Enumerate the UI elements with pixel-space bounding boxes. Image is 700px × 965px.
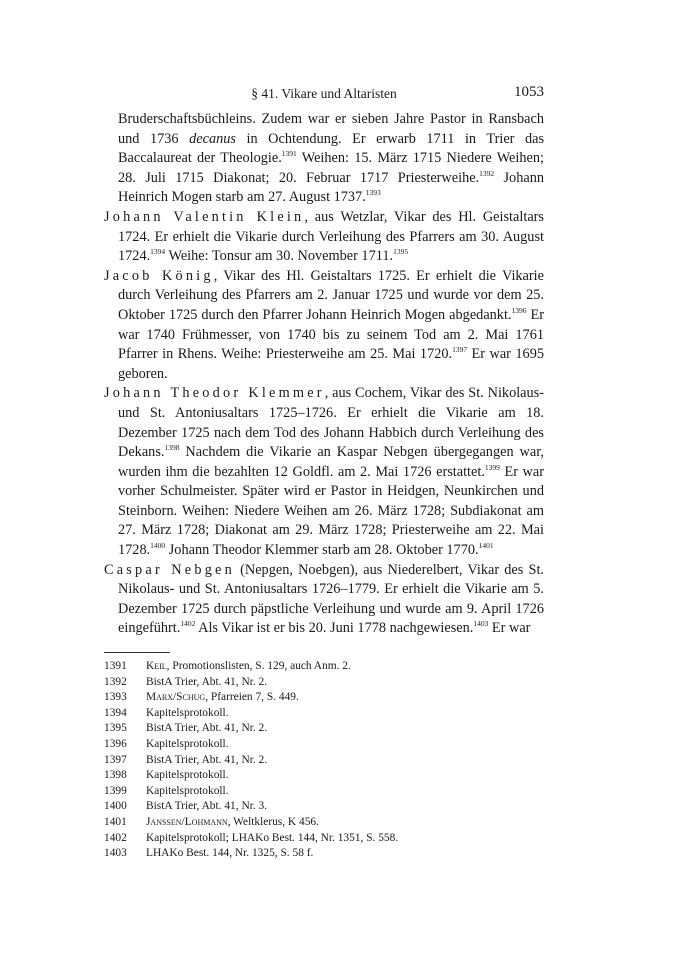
- text-run: Johann Heinrich Mogen starb am 27. August 1737.: [118, 169, 544, 206]
- footnote-number: 1399: [104, 784, 127, 797]
- footnote-ref: 1393: [365, 188, 381, 198]
- footnote-number: 1402: [104, 831, 127, 844]
- footnote-text: [146, 831, 398, 847]
- footnote-text: [146, 784, 229, 800]
- text-run: Er war 1695 geboren.: [118, 346, 544, 382]
- author-smallcaps: Marx/Schug: [146, 691, 206, 704]
- citation-text: , Weltklerus, K 456.: [227, 815, 319, 828]
- footnote-number: 1396: [104, 738, 127, 750]
- text-run: Er war: [488, 620, 531, 637]
- footnote-text: [146, 815, 319, 831]
- text-run: Als Vikar ist er bis 20. Juni 1778 nachgewiesen.: [195, 620, 474, 637]
- book-page: [104, 84, 544, 862]
- footnote-number: 1392: [104, 675, 127, 688]
- footnote-ref: 1392: [479, 168, 495, 178]
- entry-nebgen: [104, 561, 544, 639]
- footnote: [104, 706, 544, 722]
- footnote-ref: 1395: [393, 247, 409, 257]
- footnote-text: [146, 768, 229, 784]
- author-smallcaps: Janssen/Lohmann: [146, 815, 228, 828]
- footnote-number: 1400: [104, 800, 127, 813]
- footnote: [104, 675, 544, 691]
- text-run: , Vikar des Hl. Geistaltars 1725. Er erhielt die Vikarie durch Verleihung des Pfarrers am 2. Januar 1725 und wurde vor dem 25. Oktober 1725 durch den Pfarrer Johann Heinrich Mogen abgedankt.: [118, 267, 544, 323]
- text-run: Er war 1740 Frühmesser, von 1740 bis zu seinem Tod am 2. Mai 1761 Pfarrer in Rhens. Weihe: Priesterweihe am 25. Mai 1720.: [118, 306, 544, 363]
- footnote: [104, 831, 544, 847]
- citation-text: Kapitelsprotokoll.: [146, 769, 229, 782]
- footnote: [104, 659, 544, 675]
- person-name: Jacob König: [104, 267, 214, 284]
- footnote-text: [146, 706, 229, 722]
- citation-text: BistA Trier, Abt. 41, Nr. 3.: [146, 800, 268, 813]
- footnote-text: [146, 690, 299, 706]
- footnote-number: 1395: [104, 722, 127, 735]
- footnote-ref: 1394: [150, 247, 166, 257]
- text-run: , aus Cochem, Vikar des St. Nikolaus- und St. Antoniusaltars 1725–1726. Er erhielt die Vikarie am 18. Dezember 1725 nach dem Tod des Johann Habbich durch Verleihung des Dekans.: [118, 385, 545, 461]
- italic-term: decanus: [189, 130, 236, 147]
- footnote: [104, 799, 544, 815]
- footnote-text: [146, 675, 267, 691]
- footnote-text: [146, 799, 267, 815]
- footnote-number: 1403: [104, 847, 127, 860]
- citation-text: Kapitelsprotokoll.: [146, 706, 229, 719]
- footnote-ref: 1400: [150, 541, 166, 551]
- footnote-ref: 1396: [511, 305, 527, 315]
- footnote-ref: 1391: [281, 149, 297, 159]
- continued-paragraph: [104, 110, 544, 208]
- citation-text: BistA Trier, Abt. 41, Nr. 2.: [146, 753, 268, 766]
- person-name: Caspar Nebgen: [104, 561, 235, 578]
- footnote-number: 1391: [104, 660, 127, 673]
- footnote: [104, 768, 544, 784]
- text-run: Er war vorher Schulmeister. Später wird er Pastor in Heidgen, Neunkirchen und Steinborn. Weihen: Niedere Weihen am 26. März 1728; Subdiakonat am 27. März 1728; Diakonat am 29. März 1728; Priesterweihe am 22. Mai 1728.: [118, 463, 544, 559]
- footnote: [104, 784, 544, 800]
- footnote-number: 1394: [104, 706, 127, 719]
- author-smallcaps: Keil: [146, 660, 167, 673]
- footnote-ref: 1401: [478, 541, 494, 551]
- citation-text: BistA Trier, Abt. 41, Nr. 2.: [146, 675, 268, 688]
- footnote-text: [146, 659, 351, 675]
- text-run: Weihe: Tonsur am 30. November 1711.: [165, 248, 394, 265]
- footnote-number: 1401: [104, 815, 127, 828]
- footnotes: [104, 659, 544, 862]
- footnote: [104, 737, 544, 753]
- footnote-text: [146, 846, 313, 862]
- main-text: [104, 110, 544, 639]
- citation-text: Kapitelsprotokoll; LHAKo Best. 144, Nr. 1351, S. 558.: [146, 831, 399, 844]
- person-name: Johann Valentin Klein: [104, 208, 305, 225]
- footnote-number: 1397: [104, 753, 127, 766]
- page-number: 1053: [514, 84, 544, 100]
- footnote-ref: 1399: [484, 462, 500, 472]
- footnote-text: [146, 737, 229, 753]
- entry-koenig: [104, 267, 544, 385]
- footnote: [104, 753, 544, 769]
- text-run: in Ochtendung. Er erwarb 1711 in Trier das Baccalaureat der Theologie.: [118, 130, 545, 167]
- citation-text: Kapitelsprotokoll.: [146, 784, 229, 797]
- footnote-ref: 1402: [180, 619, 196, 629]
- footnote-ref: 1397: [452, 345, 468, 355]
- footnote-number: 1393: [104, 691, 127, 704]
- text-run: Nachdem die Vikarie an Kaspar Nebgen übergegangen war, wurden ihm die bezahlten 12 Goldfl. am 2. Mai 1726 erstattet.: [118, 444, 544, 480]
- footnote-ref: 1398: [164, 443, 180, 453]
- footnote: [104, 846, 544, 862]
- footnote-ref: 1403: [473, 619, 489, 629]
- footnote-number: 1398: [104, 769, 127, 782]
- citation-text: , Promotionslisten, S. 129, auch Anm. 2.: [166, 660, 351, 673]
- citation-text: , Pfarreien 7, S. 449.: [205, 691, 299, 704]
- text-run: Weihen: 15. März 1715 Niedere Weihen; 28. Juli 1715 Diakonat; 20. Februar 1717 Priesterweihe.: [118, 150, 544, 186]
- text-run: , aus Wetzlar, Vikar des Hl. Geistaltars 1724. Er erhielt die Vikarie durch Verleihung des Pfarrers am 30. August 1724.: [118, 208, 544, 265]
- citation-text: BistA Trier, Abt. 41, Nr. 2.: [146, 722, 268, 735]
- person-name: Johann Theodor Klemmer: [104, 385, 325, 402]
- footnote: [104, 721, 544, 737]
- running-head: [104, 84, 544, 108]
- citation-text: LHAKo Best. 144, Nr. 1325, S. 58 f.: [146, 847, 314, 860]
- running-title: § 41. Vikare und Altaristen: [251, 86, 397, 101]
- footnote-text: [146, 753, 267, 769]
- entry-klein: [104, 208, 544, 267]
- footnote-text: [146, 721, 267, 737]
- footnote: [104, 690, 544, 706]
- citation-text: Kapitelsprotokoll.: [146, 738, 229, 750]
- footnote: [104, 815, 544, 831]
- entry-klemmer: [104, 384, 544, 560]
- text-run: Johann Theodor Klemmer starb am 28. Oktober 1770.: [165, 542, 479, 559]
- text-run: Bruderschaftsbüchleins. Zudem war er sieben Jahre Pastor in Ransbach und 1736: [118, 111, 544, 147]
- text-run: (Nepgen, Noebgen), aus Niederelbert, Vikar des St. Nikolaus- und St. Antoniusaltars 1726–1779. Er erhielt die Vikarie am 5. Dezember 1725 durch päpstliche Verleihung und wurde am 9. April 1726 eingeführt.: [118, 561, 545, 637]
- footnote-divider: [104, 652, 170, 653]
